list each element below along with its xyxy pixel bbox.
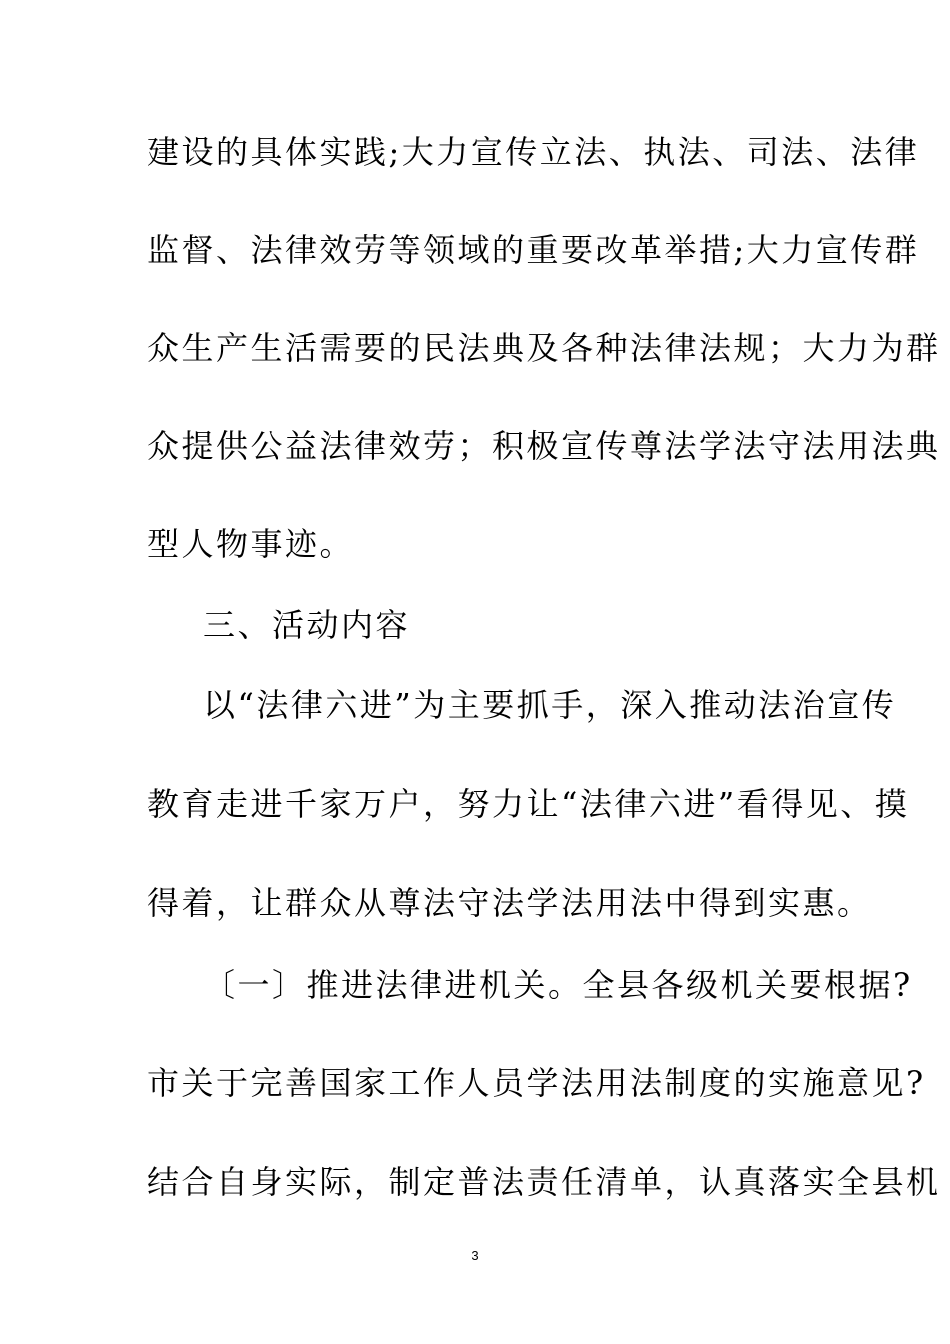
body-line-12: 结合自身实际，制定普法责任清单，认真落实全县机 [147, 1163, 941, 1201]
body-line-4: 众提供公益法律效劳；积极宣传尊法学法守法用法典 [147, 427, 941, 465]
section-heading: 三、活动内容 [203, 606, 411, 644]
body-line-11: 市关于完善国家工作人员学法用法制度的实施意见? [147, 1064, 926, 1102]
body-line-10: 〔一〕推进法律进机关。全县各级机关要根据? [203, 966, 913, 1004]
body-line-7: 以“法律六进”为主要抓手，深入推动法治宣传 [203, 686, 897, 724]
body-line-5: 型人物事迹。 [147, 525, 355, 563]
body-line-2: 监督、法律效劳等领域的重要改革举措;大力宣传群 [147, 231, 920, 269]
body-line-1: 建设的具体实践;大力宣传立法、执法、司法、法律 [147, 133, 920, 171]
page-number: 3 [471, 1248, 479, 1263]
body-line-3: 众生产生活需要的民法典及各种法律法规；大力为群 [147, 329, 941, 367]
body-line-8: 教育走进千家万户，努力让“法律六进”看得见、摸 [147, 785, 910, 823]
body-line-9: 得着，让群众从尊法守法学法用法中得到实惠。 [147, 884, 872, 922]
